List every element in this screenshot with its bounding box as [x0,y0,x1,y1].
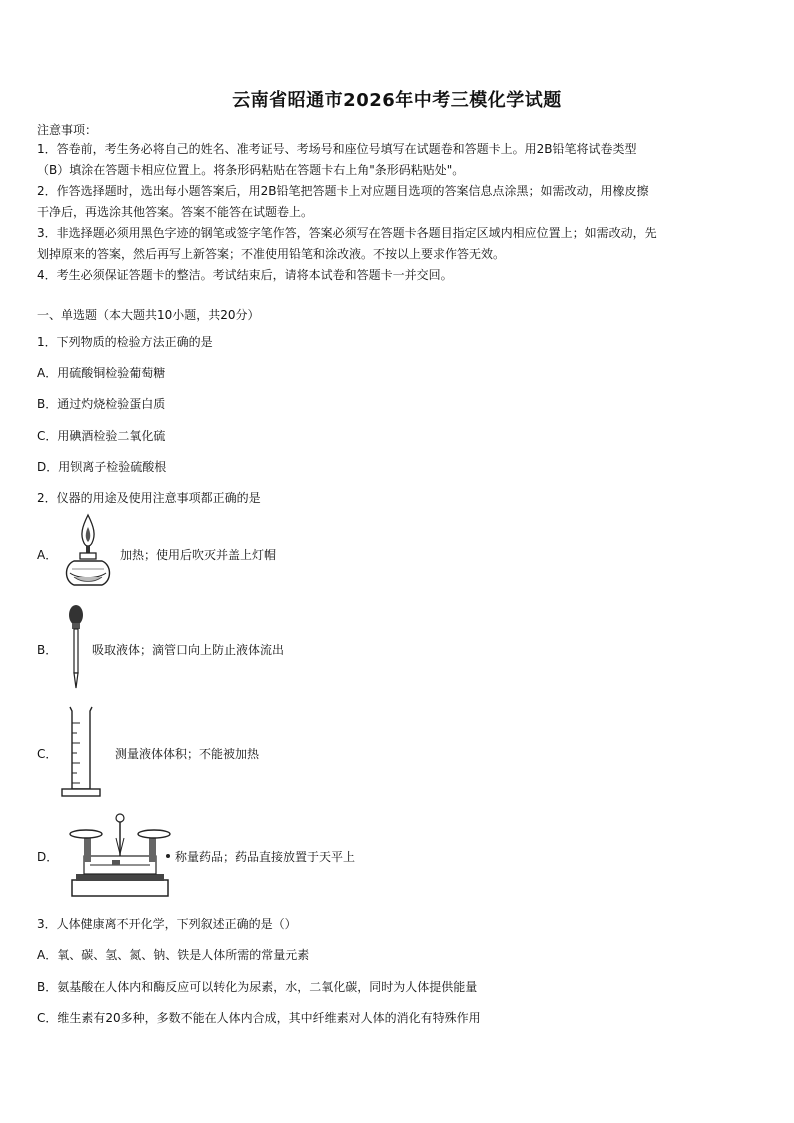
q3-option-a: A．氧、碳、氢、氮、钠、铁是人体所需的常量元素 [37,948,310,962]
dropper-icon [66,604,86,690]
notes-line: 2．作答选择题时，选出每小题答案后，用2B铅笔把答题卡上对应题目选项的答案信息点涂黑；如需改动，用橡皮擦 [37,184,649,198]
page-title: 云南省昭通市2026年中考三模化学试题 [232,90,562,111]
notes-line: 4．考生必须保证答题卡的整洁。考试结束后，请将本试卷和答题卡一并交回。 [37,268,453,282]
notes-heading: 注意事项： [37,123,98,137]
q2-option-d-letter: D． [37,850,59,864]
q3-option-c: C．维生素有20多种，多数不能在人体内合成，其中纤维素对人体的消化有特殊作用 [37,1011,481,1025]
notes-line: （B）填涂在答题卡相应位置上。将条形码粘贴在答题卡右上角"条形码粘贴处"。 [37,163,465,177]
q2-option-b-text: 吸取液体；滴管口向上防止液体流出 [92,643,285,657]
q2-option-a-text: 加热；使用后吹灭并盖上灯帽 [120,548,277,562]
notes-line: 干净后，再选涂其他答案。答案不能答在试题卷上。 [37,205,314,219]
q1-option-a: A．用硫酸铜检验葡萄糖 [37,366,166,380]
q1-option-d: D．用钡离子检验硫酸根 [37,460,167,474]
question-1-stem: 1．下列物质的检验方法正确的是 [37,335,213,349]
q2-option-d-text: 称量药品；药品直接放置于天平上 [175,850,356,864]
section-heading: 一、单选题（本大题共10小题，共20分） [37,308,260,322]
question-2-stem: 2．仪器的用途及使用注意事项都正确的是 [37,491,261,505]
q3-option-b: B．氨基酸在人体内和酶反应可以转化为尿素，水，二氧化碳，同时为人体提供能量 [37,980,478,994]
notes-line: 划掉原来的答案，然后再写上新答案；不准使用铅笔和涂改液。不按以上要求作答无效。 [37,247,506,261]
notes-line: 1．答卷前，考生务必将自己的姓名、准考证号、考场号和座位号填写在试题卷和答题卡上。用2B铅笔将试卷类型 [37,142,637,156]
balance-icon [64,808,176,900]
q2-option-a-letter: A． [37,548,58,562]
question-3-stem: 3．人体健康离不开化学，下列叙述正确的是（） [37,917,297,931]
q2-option-b-letter: B． [37,643,58,657]
graduated-cylinder-icon [60,703,104,799]
q1-option-b: B．通过灼烧检验蛋白质 [37,397,166,411]
q1-option-c: C．用碘酒检验二氧化硫 [37,429,166,443]
alcohol-lamp-icon [60,513,116,589]
q2-option-c-text: 测量液体体积；不能被加热 [115,747,260,761]
q2-option-c-letter: C． [37,747,58,761]
notes-line: 3．非选择题必须用黑色字迹的钢笔或签字笔作答，答案必须写在答题卡各题目指定区域内相应位置上；如需改动，先 [37,226,657,240]
